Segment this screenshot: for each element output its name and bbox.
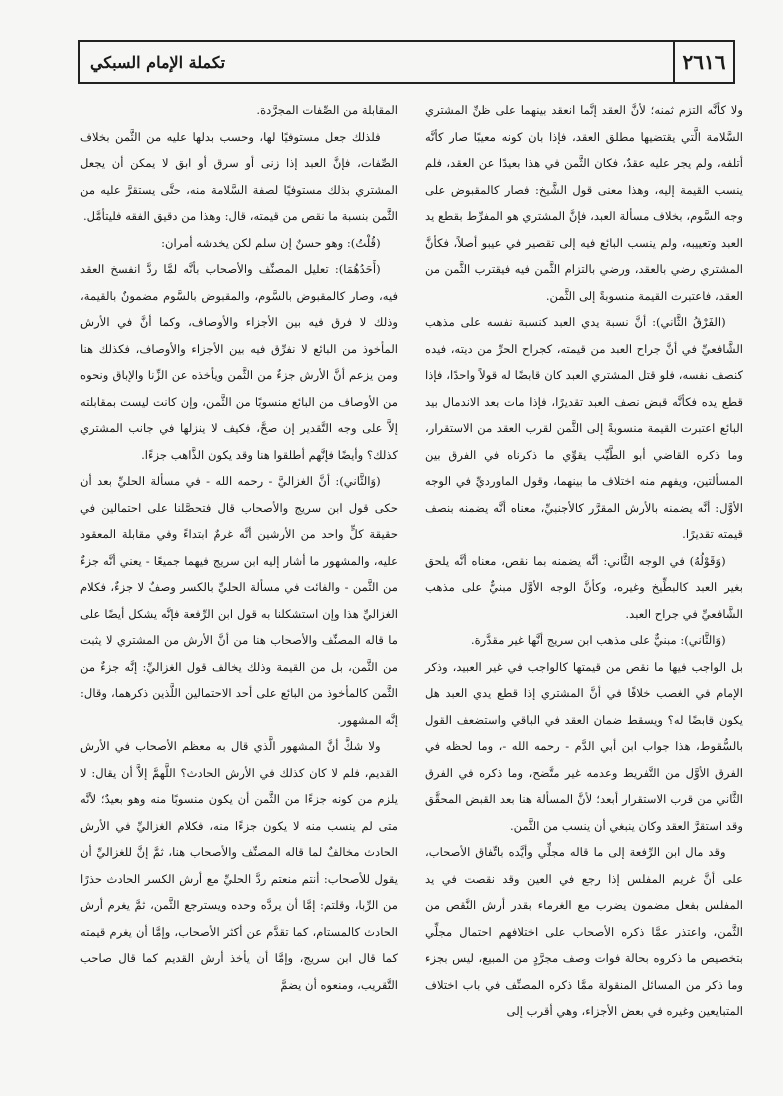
book-title: تكملة الإمام السبكي bbox=[90, 52, 226, 72]
paragraph: (وَالثَّاني): مبنيٌّ على مذهب ابن سريج أنَّها غير مقدَّرة. bbox=[470, 633, 726, 647]
paragraph: ولا شكَّ أنَّ المشهور الَّذي قال به معظم الأصحاب في الأرش القديم، فلم لا كان كذلك في الأرش الحادث؟ اللَّهمَّ إلاَّ أن يقال: لا يلزم من كونه جزءًا من الثَّمن أن يكون منسوبًا منه وهو بعيدٌ؛ لأنَّه متى لم ينسب منه لا يكون جزءًا منه، فكلام الغزاليِّ في الأرش الحادث مخالفٌ لما قاله المصنِّف والأصحاب هنا، ثمَّ إنَّ للغزاليِّ أن يقول للأصحاب: أنتم منعتم ردَّ الحليِّ مع أرش الكسر الحادث حذرًا من الرِّبا، وقلتم: إمَّا أن يردَّه وحده ويسترجع الثَّمن، ثمَّ يغرم أرش الحادث كالمستام، كما تقدَّم عن أكثر الأصحاب، وإمَّا أن يغرم قيمته كما قال ابن سريج، وإمَّا أن يأخذ أرش القديم كما قال صاحب التَّقريب، ومنعوه أن يضمَّ bbox=[80, 739, 398, 992]
paragraph: (الفَرْقُ الثَّاني): أنَّ نسبة يدي العبد كنسبة نفسه على مذهب الشَّافعيِّ في أنَّ جراح العبد من قيمته، كجراح الحرِّ من ديته، فيده كنصف نفسه، فلو قتل المشتري العبد كان قابضًا له قولاً واحدًا، فإذا قطع يده فكأنَّه قبض نصف العبد تقديرًا، فإذا مات بعد الاندمال بيد البائع اعتبرت القيمة منسوبةً إلى الثَّمن لقرب العقد من الاستقرار، وما ذكره القاضي أبو الطَّيِّب يقوِّي ما ذكرناه في الفرق بين المسألتين، ويفهم منه اختلاف ما بينهما، وقول الماورديِّ في الوجه الأوَّل: أنَّه يضمنه بالأرش المقرَّر كالأجنبيِّ، معناه أنَّه يضمنه بنصف قيمته تقديرًا. bbox=[425, 315, 743, 541]
paragraph: وقد مال ابن الرِّفعة إلى ما قاله مجلِّي وأيَّده باتِّفاق الأصحاب، على أنَّ غريم المفلس إذا رجع في العين وقد نقصت في يد المفلس بفعل مضمون يضرب مع الغرماء بقدر أرش النَّقص من الثَّمن، واعتذر عمَّا ذكره الأصحاب على اختلافهم احتمال مجلِّي بتخصيص ما ذكروه بحالة فوات وصف مجرَّدٍ من المبيع، ليس بجزء وما ذكر من المسائل المنقولة ممَّا ذكره المصنِّف في باب اختلاف المتبايعين وغيره في بعض الأجزاء، وهي أقرب إلى bbox=[425, 845, 743, 1018]
paragraph: (وَالثَّاني): أنَّ الغزاليَّ - رحمه الله - في مسألة الحليِّ بعد أن حكى قول ابن سريج والأصحاب قال فتحصَّلنا على احتمالين في حقيقة كلٍّ واحد من الأرشين أنَّه غرمٌ ابتداءً وفي مقابلة المعقود عليه، والمشهور ما أشار إليه ابن سريج فيهما جميعًا - يعني أنَّه جزءٌ من الثَّمن - والفائت في مسألة الحليِّ بالكسر وصفٌ لا جزءٌ، فكلام الغزاليِّ هذا وإن استشكلنا به قول ابن الرِّفعة فإنَّه يشكل أيضًا على ما قاله المصنِّف والأصحاب هنا من أنَّ الأرش من المشتري لا يثبت من الثَّمن، بل من القيمة وذلك يخالف قول الغزاليِّ: إنَّه جزءٌ من الثَّمن كالمأخوذ من البائع على أحد الاحتمالين اللَّذين ذكرهما، وقال: إنَّه المشهور. bbox=[80, 474, 398, 727]
page-header bbox=[78, 40, 735, 84]
paragraph: فلذلك جعل مستوفيًا لها، وحسب بدلها عليه من الثَّمن بخلاف الصِّفات، فإنَّ العبد إذا زنى أو سرق أو ابق لا يمكن أن يجعل المشتري بذلك مستوفيًا لصفة السَّلامة منه، حتَّى يستقرَّ عليه من الثَّمن بنسبة ما نقص من قيمته، قال: وهذا من دقيق الفقه فليتأمَّل. bbox=[80, 129, 398, 223]
paragraph: المقابلة من الصِّفات المجرَّدة. bbox=[256, 103, 398, 117]
paragraph: (أَحَدُهُمَا): تعليل المصنِّف والأصحاب بأنَّه لمَّا ردَّ انفسخ العقد فيه، وصار كالمقبوض بالسَّوم، والمقبوض بالسَّوم مضمونٌ بالقيمة، وذلك لا فرق فيه بين الأجزاء والأوصاف، وكما أنَّ في الأرش المأخوذ من البائع لا نفرِّق فيه بين الأجزاء والأوصاف، فكذلك هنا ومن يزعم أنَّ الأرش جزءٌ من الثَّمن ويأخذه عن الزِّنا والإباق ونحوه من الأوصاف من البائع منسوبًا من الثَّمن، وإن كانت ليست بمقابلته إلاَّ على وجه التَّقدير إن صحَّ، فكيف لا ينزلها في جانب المشتري كذلك؟ وأيضًا فإنَّهم أطلقوا هنا وقد يكون الذَّاهب جزءًا. bbox=[80, 262, 398, 462]
paragraph: ولا كأنَّه التزم ثمنه؛ لأنَّ العقد إنَّما انعقد بينهما على ظنِّ المشتري السَّلامة الَّتي يقتضيها مطلق العقد، فإذا بان كونه معيبًا صار كأنَّه أتلفه، ولم يجر عليه عقدٌ، فكان الثَّمن في هذا بعيدًا عن العقد، فلم ينسب القيمة إليه، وهذا معنى قول الشَّيخ: فصار كالمقبوض على وجه السَّوم، بخلاف مسألة العبد، فإنَّ المشتري هو المفرِّط بقطع يد العبد وتعييبه، ولم ينسب البائع فيه إلى تقصير في عيبو أصلاً، فكأنَّ المشتري رضي بالعقد، ورضي بالتزام الثَّمن فيه فيقترب الثَّمن من العقد، فاعتبرت القيمة منسوبةً إلى الثَّمن. bbox=[425, 103, 743, 303]
left-column bbox=[80, 97, 398, 998]
paragraph: بل الواجب فيها ما نقص من قيمتها كالواجب في غير العبيد، وذكر الإمام في الغصب خلافًا في أنَّ المشتري إذا قطع يدي العبد هل يكون قابضًا له؟ ويسقط ضمان العقد في الباقي واستضعف القول بالسُّقوط، هذا جواب ابن أبي الدَّم - رحمه الله -، وما لحظه في الفرق الأوَّل من التَّفريط وعدمه غير متَّضح، وما ذكره في الفرق الثَّاني من قرب الاستقرار أبعد؛ لأنَّ المسألة هنا بعد القبض المحقَّق وقد استقرَّ العقد وكان ينبغي أن ينسب من الثَّمن. bbox=[425, 659, 743, 833]
paragraph: (وَقَوْلُهُ) في الوجه الثَّاني: أنَّه يضمنه بما نقص، معناه أنَّه يلحق بغير العبد كالبطِّيخ وغيره، وكأنَّ الوجه الأوَّل مبنيٌّ على مذهب الشَّافعيِّ في جراح العبد. bbox=[425, 553, 743, 621]
right-column bbox=[425, 97, 743, 1025]
page-number: ٢٦١٦ bbox=[673, 42, 733, 82]
paragraph: (قُلْتُ): وهو حسنٌ إن سلم لكن يخدشه أمران: bbox=[161, 235, 381, 250]
